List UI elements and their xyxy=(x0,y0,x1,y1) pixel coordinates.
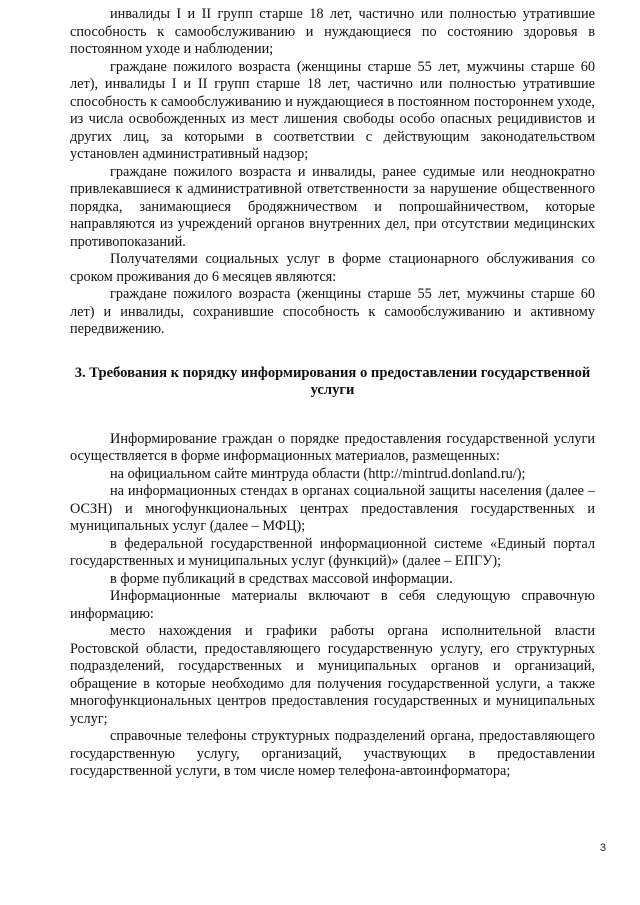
section-heading: 3. Требования к порядку информирования о предоставлении государственной услуги xyxy=(74,364,591,398)
paragraph: Получателями социальных услуг в форме стационарного обслуживания со сроком проживания до 6 месяцев являются: xyxy=(70,251,595,285)
paragraph: на официальном сайте минтруда области (http://mintrud.donland.ru/); xyxy=(110,465,526,482)
paragraph: место нахождения и графики работы органа исполнительной власти Ростовской области, предоставляющего государственную услугу, его структурных подразделений, государственных и муниципальных органов и организаций, обращение в которые необходимо для получения государственной услуги, а также многофункциональных центров предоставления государственных и муниципальных услуг; xyxy=(70,623,595,727)
paragraph: в федеральной государственной информационной системе «Единый портал государственных и муниципальных услуг (функций)» (далее – ЕПГУ); xyxy=(70,535,595,569)
paragraph: справочные телефоны структурных подразделений органа, предоставляющего государственную услугу, организаций, участвующих в предоставлении государственной услуги, в том числе номер телефона-автоинформатора; xyxy=(70,728,595,779)
paragraph: на информационных стендах в органах социальной защиты населения (далее – ОСЗН) и многофункциональных центрах предоставления государственных и муниципальных услуг (далее – МФЦ); xyxy=(70,483,595,534)
paragraph: Информирование граждан о порядке предоставления государственной услуги осуществляется в форме информационных материалов, размещенных: xyxy=(70,430,595,464)
paragraph: инвалиды I и II групп старше 18 лет, частично или полностью утратившие способность к самообслуживанию и нуждающиеся по состоянию здоровья в постоянном уходе и наблюдении; xyxy=(70,6,595,57)
paragraph: граждане пожилого возраста (женщины старше 55 лет, мужчины старше 60 лет), инвалиды I и II групп старше 18 лет, частично или полностью утратившие способность к самообслуживанию и нуждающиеся в постоянном постороннем уходе, из числа освобожденных из мест лишения свободы особо опасных рецидивистов и других лиц, за которыми в соответствии с действующим законодательством установлен административный надзор; xyxy=(70,58,595,162)
document-page xyxy=(70,6,595,781)
paragraph: граждане пожилого возраста (женщины старше 55 лет, мужчины старше 60 лет) и инвалиды, сохранившие способность к самообслуживанию и активному передвижению. xyxy=(70,286,595,337)
paragraph: в форме публикаций в средствах массовой информации. xyxy=(110,570,453,587)
paragraph: Информационные материалы включают в себя следующую справочную информацию: xyxy=(70,588,595,622)
paragraph: граждане пожилого возраста и инвалиды, ранее судимые или неоднократно привлекавшиеся к административной ответственности за нарушение общественного порядка, занимающиеся бродяжничеством и попрошайничеством, которые направляются из учреждений органов внутренних дел, при отсутствии медицинских противопоказаний. xyxy=(70,163,595,250)
page-number: 3 xyxy=(599,842,606,854)
